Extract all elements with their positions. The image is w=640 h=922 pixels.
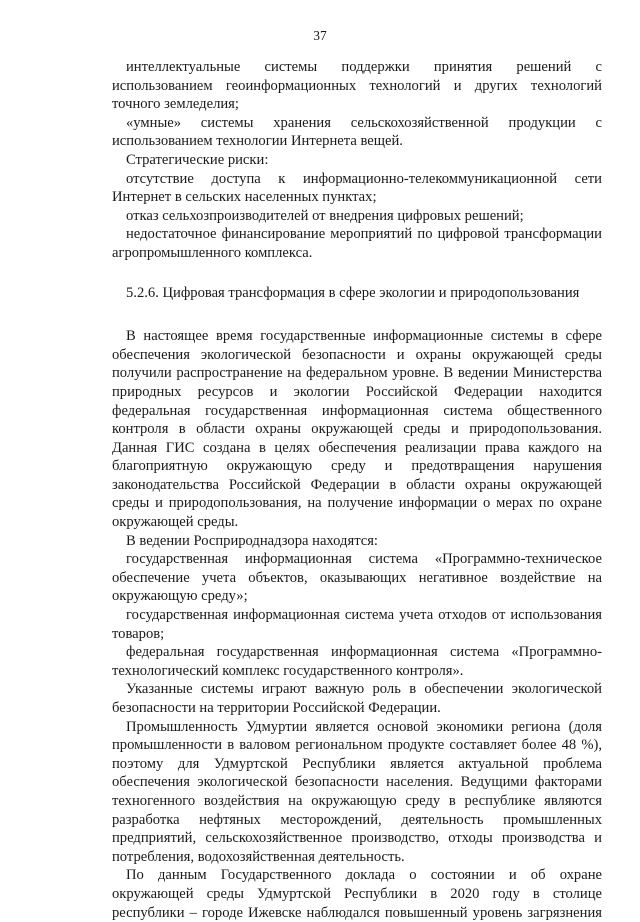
paragraph: государственная информационная система «Программно-техническое обеспечение учета объектов, оказывающих негативное воздействие на окружающую среду»; — [112, 551, 602, 605]
document-body — [112, 58, 602, 922]
paragraph: отсутствие доступа к информационно-телекоммуникационной сети Интернет в сельских населенных пунктах; — [112, 170, 602, 206]
paragraph: «умные» системы хранения сельскохозяйственной продукции с использованием технологии Интернета вещей. — [112, 114, 602, 150]
paragraph: По данным Государственного доклада о состоянии и об охране окружающей среды Удмуртской Республики в 2020 году в столице республики – городе Ижевске наблюдался повышенный уровень загрязнения — [112, 867, 602, 921]
paragraph: В настоящее время государственные информационные системы в сфере обеспечения экологической безопасности и охраны окружающей среды получили распространение на федеральном уровне. В ведении Министерства природных ресурсов и экологии Российской Федерации находится федеральная государственная информационная система общественного контроля в области охраны окружающей среды и природопользования. Данная ГИС создана в целях обеспечения реализации права каждого на благоприятную окружающую среду и предотвращения нарушения законодательства Российской Федерации в области охраны окружающей среды и природопользования, на получение информации о мерах по охране окружающей среды. — [112, 328, 602, 531]
paragraph: отказ сельхозпроизводителей от внедрения цифровых решений; — [126, 207, 524, 224]
paragraph: государственная информационная система учета отходов от использования товаров; — [112, 607, 602, 642]
paragraph: Промышленность Удмуртии является основой экономики региона (доля промышленности в валовом региональном продукте составляет более 48 %), поэтому для Удмуртской Республики является актуальной проблема обеспечения экологической безопасности населения. Ведущими факторами техногенного воздействия на окружающую среду в республике являются разработка нефтяных месторождений, деятельность промышленных предприятий, сельскохозяйственное производство, отходы производства и потребления, водохозяйственная деятельность. — [112, 718, 602, 865]
paragraph: федеральная государственная информационная система «Программно-технологический комплекс государственного контроля». — [112, 644, 602, 679]
paragraph: недостаточное финансирование мероприятий по цифровой трансформации агропромышленного комплекса. — [112, 226, 602, 261]
paragraph: В ведении Росприроднадзора находятся: — [126, 532, 378, 549]
paragraph: интеллектуальные системы поддержки принятия решений с использованием геоинформационных технологий и других технологий точного земледелия; — [112, 59, 602, 113]
paragraph: Указанные системы играют важную роль в обеспечении экологической безопасности на территории Российской Федерации. — [112, 681, 602, 716]
section-heading: 5.2.6. Цифровая трансформация в сфере экологии и природопользования — [126, 284, 580, 301]
page-number: 37 — [313, 28, 327, 43]
paragraph: Стратегические риски: — [126, 151, 269, 168]
